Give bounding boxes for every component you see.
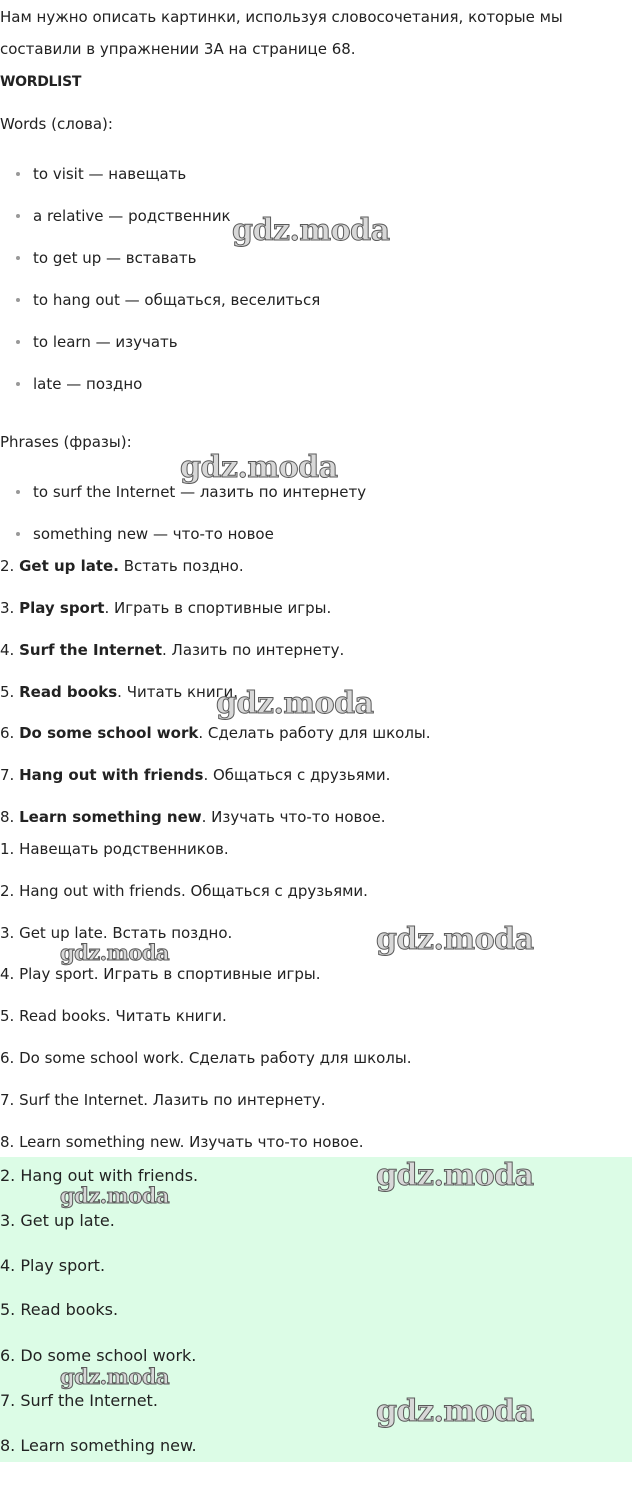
- intro-line-1: Нам нужно описать картинки, используя словосочетания, которые мы: [0, 8, 563, 26]
- item-translation: . Изучать что-то новое.: [201, 808, 386, 826]
- list-item: 5. Read books. Читать книги.: [0, 1007, 227, 1025]
- list-item: 4. Play sport.: [0, 1256, 106, 1275]
- item-number: 7.: [0, 766, 20, 784]
- item-phrase: Do some school work: [19, 724, 199, 742]
- list-item: 6. Do some school work. Сделать работу для школы.: [0, 1049, 412, 1067]
- item-number: 4.: [0, 641, 20, 659]
- bullet-icon: [16, 256, 20, 260]
- list-item: [0, 682, 238, 702]
- bullet-icon: [16, 172, 20, 176]
- watermark: gdz.moda: [60, 1364, 170, 1389]
- bullet-icon: [16, 490, 20, 494]
- item-phrase: Read books: [19, 683, 118, 701]
- list-item-text: to surf the Internet — лазить по интернету: [33, 483, 367, 501]
- bullet-icon: [16, 298, 20, 302]
- item-translation: Встать поздно.: [118, 557, 244, 575]
- list-item: [0, 765, 390, 785]
- list-item-text: late — поздно: [33, 375, 143, 393]
- wordlist-heading: WORDLIST: [0, 74, 82, 90]
- item-phrase: Play sport: [19, 599, 105, 617]
- phrases-heading: Phrases (фразы):: [0, 433, 132, 451]
- list-item: 2. Hang out with friends. Общаться с друзьями.: [0, 882, 368, 900]
- watermark: gdz.moda: [60, 940, 170, 965]
- item-translation: . Общаться с друзьями.: [203, 766, 391, 784]
- list-item: 2. Hang out with friends.: [0, 1166, 199, 1185]
- watermark: gdz.moda: [216, 686, 374, 721]
- list-item: [0, 598, 331, 618]
- item-number: 6.: [0, 724, 20, 742]
- list-item: [0, 640, 344, 660]
- item-phrase: Hang out with friends: [19, 766, 204, 784]
- list-item-text: a relative — родственник: [33, 207, 231, 225]
- list-item: 5. Read books.: [0, 1300, 119, 1319]
- list-item: 8. Learn something new. Изучать что-то новое.: [0, 1133, 364, 1151]
- item-phrase: Get up late.: [19, 557, 119, 575]
- bullet-icon: [16, 532, 20, 536]
- list-item-text: to learn — изучать: [33, 333, 178, 351]
- list-item-text: to get up — вставать: [33, 249, 197, 267]
- watermark: gdz.moda: [376, 1158, 534, 1193]
- item-number: 2.: [0, 557, 20, 575]
- list-item: [0, 807, 386, 827]
- bullet-icon: [16, 340, 20, 344]
- list-item-text: something new — что-то новое: [33, 525, 274, 543]
- watermark: gdz.moda: [376, 1394, 534, 1429]
- list-item: [0, 556, 244, 576]
- item-translation: . Сделать работу для школы.: [198, 724, 431, 742]
- item-translation: . Читать книги.: [117, 683, 239, 701]
- list-item: 4. Play sport. Играть в спортивные игры.: [0, 965, 321, 983]
- bullet-icon: [16, 382, 20, 386]
- list-item: 8. Learn something new.: [0, 1436, 197, 1455]
- intro-line-2: составили в упражнении 3А на странице 68.: [0, 40, 356, 58]
- watermark: gdz.moda: [60, 1183, 170, 1208]
- list-item: 3. Get up late. Встать поздно.: [0, 924, 233, 942]
- list-item-text: to visit — навещать: [33, 165, 187, 183]
- list-item: 3. Get up late.: [0, 1211, 115, 1230]
- item-phrase: Surf the Internet: [19, 641, 162, 659]
- words-heading: Words (слова):: [0, 115, 113, 133]
- bullet-icon: [16, 214, 20, 218]
- item-translation: . Лазить по интернету.: [162, 641, 345, 659]
- watermark: gdz.moda: [232, 213, 390, 248]
- list-item: 1. Навещать родственников.: [0, 840, 229, 858]
- item-translation: . Играть в спортивные игры.: [104, 599, 332, 617]
- item-number: 3.: [0, 599, 20, 617]
- list-item-text: to hang out — общаться, веселиться: [33, 291, 321, 309]
- watermark: gdz.moda: [180, 450, 338, 485]
- watermark: gdz.moda: [376, 922, 534, 957]
- list-item: 7. Surf the Internet.: [0, 1391, 158, 1410]
- item-number: 8.: [0, 808, 20, 826]
- item-phrase: Learn something new: [19, 808, 202, 826]
- list-item: 7. Surf the Internet. Лазить по интернету.: [0, 1091, 326, 1109]
- item-number: 5.: [0, 683, 20, 701]
- list-item: 6. Do some school work.: [0, 1346, 197, 1365]
- list-item: [0, 723, 431, 743]
